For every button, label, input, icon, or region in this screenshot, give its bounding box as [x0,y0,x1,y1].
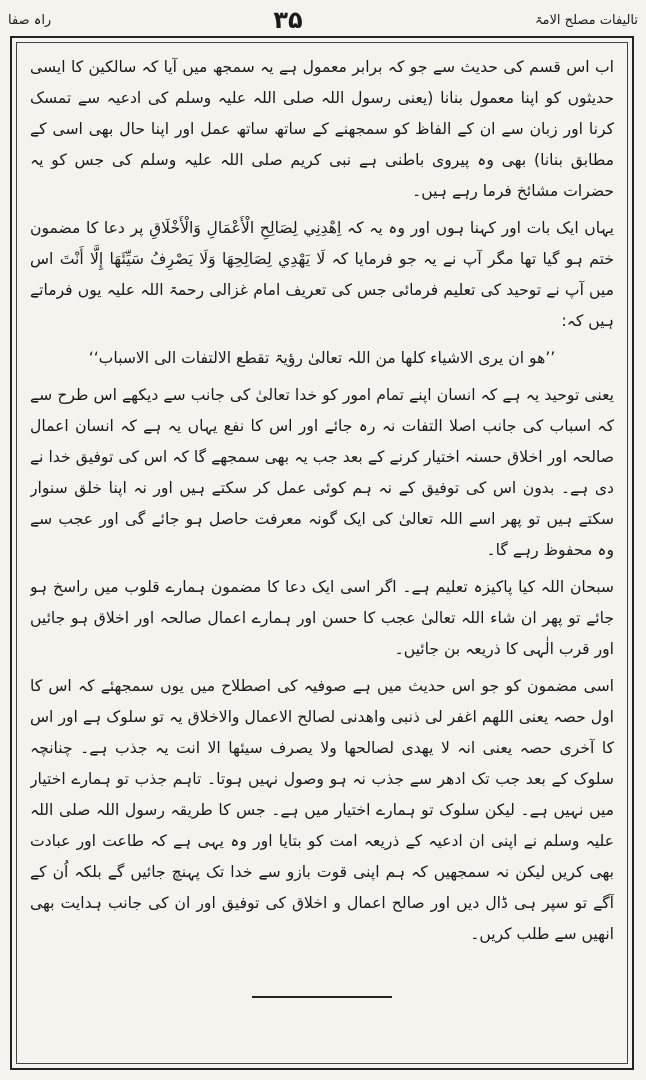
paragraph: یعنی توحید یہ ہے کہ انسان اپنے تمام امور کو خدا تعالیٰ کی جانب سے دیکھے اس طرح سے کہ اسباب کی جانب اصلا التفات نہ رہ جائے اور اس کا نفع یہاں یہ ہے کہ انسان اعمال صالحہ اور اخلاق حسنہ اختیار کرنے کے بعد جب یہ بھی سمجھے گا کہ اس کی توفیق خدا نے دی ہے۔ بدون اس کی توفیق کے نہ ہم کوئی عمل کر سکتے ہیں اور نہ اپنا خلق سنوار سکتے ہیں تو پھر اسے اللہ تعالیٰ کی ایک گونہ معرفت حاصل ہو جائے گی اور عجب سے وہ محفوظ رہے گا۔ [30,386,614,559]
paragraph: یہاں ایک بات اور کہنا ہوں اور وہ یہ کہ اِهْدِنِي لِصَالِحِ الْأَعْمَالِ وَالْأَخْلَاقِ پر دعا کا مضمون ختم ہو گیا تھا مگر آپ نے یہ جو فرمایا کہ لَا يَهْدِي لِصَالِحِهَا وَلَا يَصْرِفُ سَيِّئَهَا إِلَّا أَنْتَ اس میں آپ نے توحید کی تعلیم فرمائی جس کی تعریف امام غزالی رحمۃ اللہ علیہ یوں فرماتے ہیں کہ: [30,219,614,330]
arabic-quote: ’’ھو ان یری الاشیاء کلھا من اللہ تعالیٰ رؤیۃ تقطع الالتفات الی الاسباب‘‘ [88,349,556,367]
book-series-title: تالیفات مصلح الامۃ [534,12,638,28]
page-border [10,36,634,1070]
paragraph: اسی مضمون کو جو اس حدیث میں ہے صوفیہ کی اصطلاح میں یوں سمجھئے کہ اس کا اول حصہ یعنی اللھم اغفر لی ذنبی واھدنی لصالح الاعمال والاخلاق یہ تو سلوک ہے اور اس کا آخری حصہ یعنی انہ لا یھدی لصالحھا ولا یصرف سیئھا الا انت یہ جذب ہے۔ چنانچہ سلوک کے بعد جب تک ادھر سے جذب نہ ہو وصول نہیں ہوتا۔ تاہم جذب تو ہمارے اختیار میں نہیں ہے۔ لیکن سلوک تو ہمارے اختیار میں ہے۔ جس کا طریقہ رسول اللہ صلی اللہ علیہ وسلم نے اپنی ان ادعیہ کے ذریعہ امت کو بتایا اور وہ یہی ہے کہ طاعت اور عبادت بھی کریں لیکن نہ سمجھیں کہ ہم اپنی قوت بازو سے خدا تک پہنچ جائیں گے بلکہ اُن کے آگے تو سپر ہی ڈال دیں اور صالح اعمال و اخلاق کی توفیق اور ان کی جانب ہدایت بھی انھیں سے طلب کریں۔ [30,677,614,943]
paragraph: سبحان اللہ کیا پاکیزہ تعلیم ہے۔ اگر اسی ایک دعا کا مضمون ہمارے قلوب میں راسخ ہو جائے تو پھر ان شاء اللہ تعالیٰ عجب کا حسن اور ہمارے اعمال صالحہ اور اخلاق ہو جائیں اور قرب الٰہی کا ذریعہ بن جائیں۔ [30,578,614,658]
page-body [30,52,614,1054]
page-header [8,4,638,36]
paragraph: اب اس قسم کی حدیث سے جو کہ برابر معمول ہے یہ سمجھ میں آیا کہ سالکین کا ایسی حدیثوں کو اپنا معمول بنانا (یعنی رسول اللہ صلی اللہ علیہ وسلم کی ادعیہ سے تمسک کرنا اور زبان سے ان کے الفاظ کو سمجھنے کے ساتھ ساتھ عمل اور اپنا حال بھی اسی کے مطابق بنانا) بھی وہ پیروی باطنی ہے نبی کریم صلی اللہ علیہ وسلم کی جس کو یہ حضرات مشائخ فرما رہے ہیں۔ [30,58,614,200]
page-number: ۳۵ [273,6,303,34]
book-section-title: راہ صفا [8,12,52,28]
end-divider [252,996,392,998]
